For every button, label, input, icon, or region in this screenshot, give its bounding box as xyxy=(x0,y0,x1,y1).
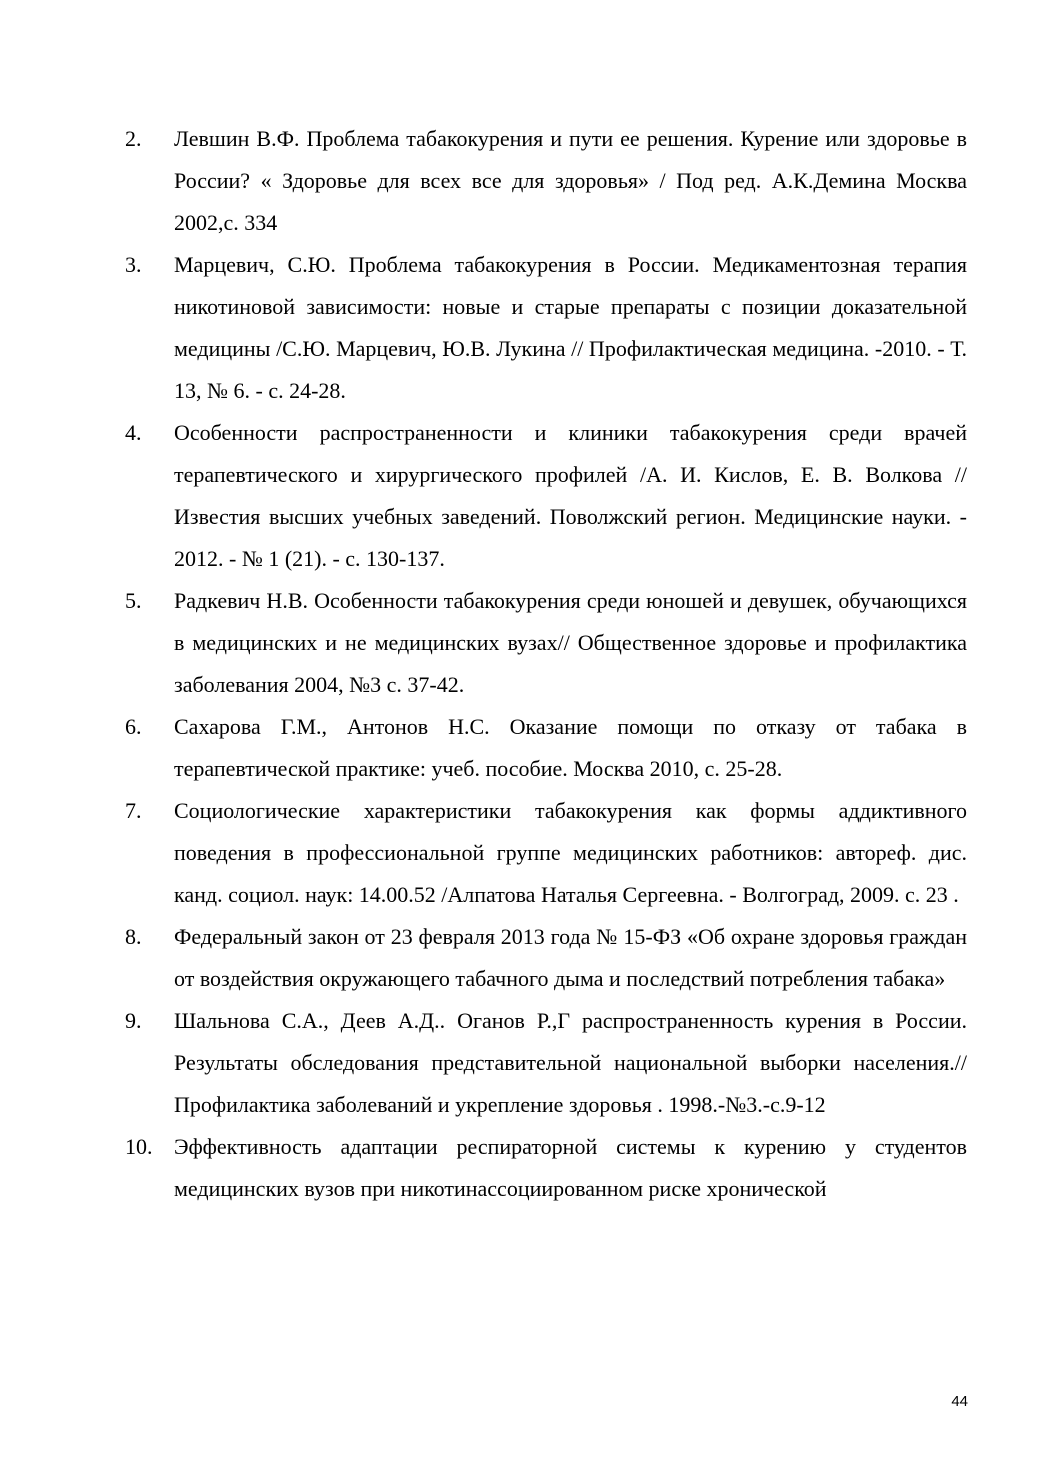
reference-number: 3. xyxy=(125,252,142,277)
reference-number: 8. xyxy=(125,924,142,949)
reference-item xyxy=(0,916,1040,1000)
page-number: 44 xyxy=(951,1393,968,1410)
reference-item xyxy=(0,118,1040,244)
reference-item xyxy=(0,244,1040,412)
reference-number: 2. xyxy=(125,126,142,151)
reference-list xyxy=(0,118,1040,1210)
reference-text: Особенности распространенности и клиники табакокурения среди врачей терапевтического и хирургического профилей /А. И. Кислов, Е. В. Волкова // Известия высших учебных заведений. Поволжский регион. Медицинские науки. - 2012. - № 1 (21). - с. 130-137. xyxy=(174,420,967,571)
reference-item xyxy=(0,790,1040,916)
reference-text: Федеральный закон от 23 февраля 2013 года № 15-ФЗ «Об охране здоровья граждан от воздействия окружающего табачного дыма и последствий потребления табака» xyxy=(174,924,967,991)
reference-number: 4. xyxy=(125,420,142,445)
reference-number: 9. xyxy=(125,1008,142,1033)
reference-item xyxy=(0,580,1040,706)
reference-text: Марцевич, С.Ю. Проблема табакокурения в России. Медикаментозная терапия никотиновой зависимости: новые и старые препараты с позиции доказательной медицины /С.Ю. Марцевич, Ю.В. Лукина // Профилактическая медицина. -2010. - Т. 13, № 6. - с. 24-28. xyxy=(174,252,967,403)
reference-item xyxy=(0,1126,1040,1210)
reference-item xyxy=(0,706,1040,790)
reference-number: 10. xyxy=(125,1134,153,1159)
reference-text: Социологические характеристики табакокурения как формы аддиктивного поведения в профессиональной группе медицинских работников: автореф. дис. канд. социол. наук: 14.00.52 /Алпатова Наталья Сергеевна. - Волгоград, 2009. с. 23 . xyxy=(174,798,967,907)
reference-text: Сахарова Г.М., Антонов Н.С. Оказание помощи по отказу от табака в терапевтической практике: учеб. пособие. Москва 2010, с. 25-28. xyxy=(174,714,967,781)
reference-number: 6. xyxy=(125,714,142,739)
reference-number: 7. xyxy=(125,798,142,823)
reference-item xyxy=(0,1000,1040,1126)
reference-text: Радкевич Н.В. Особенности табакокурения среди юношей и девушек, обучающихся в медицинских и не медицинских вузах// Общественное здоровье и профилактика заболевания 2004, №3 с. 37-42. xyxy=(174,588,967,697)
reference-text: Левшин В.Ф. Проблема табакокурения и пути ее решения. Курение или здоровье в России? « Здоровье для всех все для здоровья» / Под ред. А.К.Демина Москва 2002,с. 334 xyxy=(174,126,967,235)
reference-text: Эффективность адаптации респираторной системы к курению у студентов медицинских вузов при никотинассоциированном риске хронической xyxy=(174,1134,967,1201)
reference-number: 5. xyxy=(125,588,142,613)
reference-item xyxy=(0,412,1040,580)
reference-text: Шальнова С.А., Деев А.Д.. Оганов Р.,Г распространенность курения в России. Результаты обследования представительной национальной выборки населения.// Профилактика заболеваний и укрепление здоровья . 1998.-№3.-с.9-12 xyxy=(174,1008,967,1117)
